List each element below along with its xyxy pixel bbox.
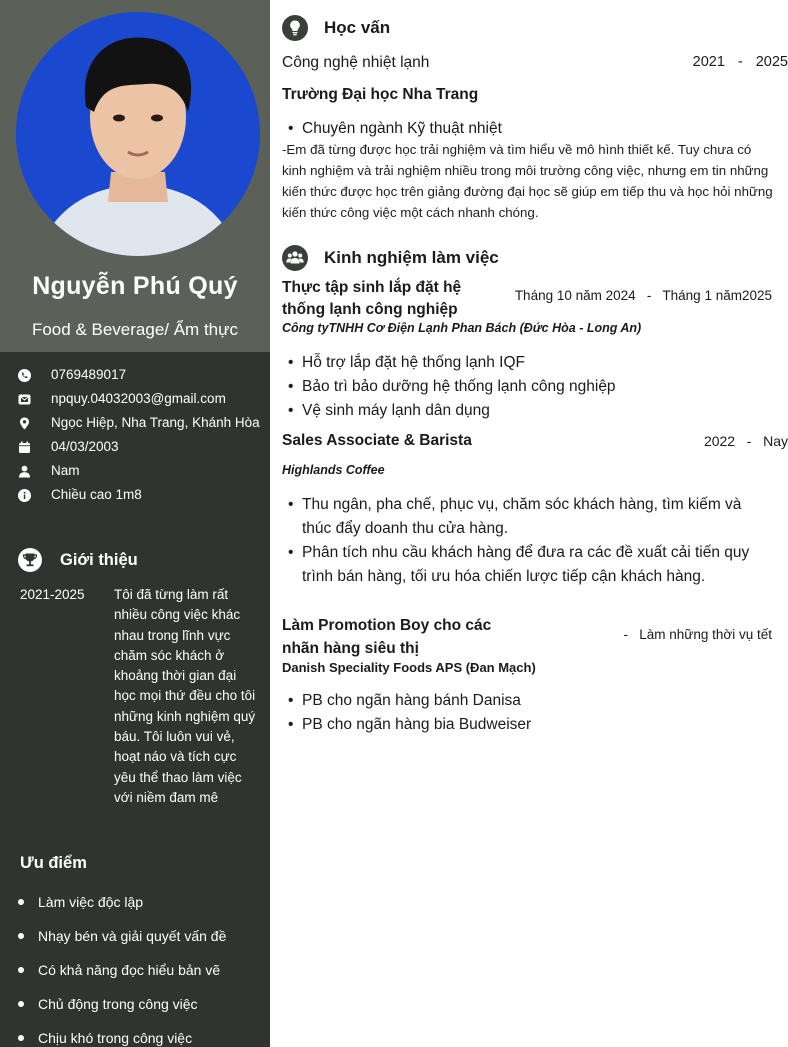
list-item: • Chuyên ngành Kỹ thuật nhiệt (282, 117, 778, 141)
contact-address (18, 414, 264, 432)
education-start: 2021 (692, 54, 725, 70)
job-title: Làm Promotion Boy cho các nhãn hàng siêu thị (282, 617, 492, 657)
contact-phone (18, 366, 264, 384)
job-period: 2022 - Nay (703, 433, 788, 449)
bullet-dot (18, 1035, 24, 1041)
contact-email (18, 390, 264, 408)
strengths-list (18, 885, 266, 1047)
address: Ngọc Hiệp, Nha Trang, Khánh Hòa (51, 415, 260, 430)
contact-height (18, 486, 264, 504)
birthday: 04/03/2003 (51, 439, 119, 454)
education-heading (282, 15, 390, 41)
list-item: Nhạy bén và giải quyết vấn đề (18, 919, 266, 953)
job-title: Thực tập sinh lắp đặt hệ thống lạnh công nghiệp (282, 279, 462, 318)
job-company: Công tyTNHH Cơ Điện Lạnh Phan Bách (Đức Hòa - Long An) (282, 321, 642, 335)
bullet-dot (18, 967, 24, 973)
avatar (16, 12, 260, 256)
experience-title: Kinh nghiệm làm việc (324, 248, 499, 267)
list-item: • PB cho ngãn hàng bánh Danisa (282, 689, 778, 713)
list-item: Chịu khó trong công việc (18, 1021, 266, 1047)
intro-block (20, 585, 260, 808)
info-icon (18, 489, 31, 502)
trophy-icon (18, 548, 42, 572)
strengths-title: Ưu điểm (20, 854, 87, 872)
list-item: • Vệ sinh máy lạnh dân dụng (282, 399, 778, 423)
education-major: Công nghệ nhiệt lạnh (282, 54, 430, 71)
contact-birthday (18, 438, 264, 456)
list-item: • PB cho ngãn hàng bia Budweiser (282, 713, 778, 737)
phone-number: 0769489017 (51, 367, 127, 382)
bullet-dot (18, 899, 24, 905)
job-period: Tháng 10 năm 2024 - Tháng 1 năm2025 (514, 288, 772, 303)
person-icon (18, 465, 31, 478)
full-name: Nguyễn Phú Quý (32, 272, 238, 300)
team-icon (282, 245, 308, 271)
job-role: Food & Beverage/ Ẩm thực (31, 320, 239, 339)
job-title: Sales Associate & Barista (282, 432, 472, 449)
intro-title: Giới thiệu (60, 550, 138, 569)
intro-text: Tôi đã từng làm rất nhiều công việc khác nhau trong lĩnh vực chăm sóc khách ở khoảng thời gian đại học mọi thứ đều cho tôi những kinh nghiệm quý báu. Tôi luôn vui vẻ, hoạt náo và tích cực yêu thể thao làm việc với niềm đam mê (114, 587, 256, 805)
education-sep: - (737, 54, 743, 70)
job-company: Danish Speciality Foods APS (Đan Mạch) (282, 660, 536, 675)
education-end: 2025 (755, 54, 788, 70)
intro-years: 2021-2025 (20, 587, 85, 602)
portrait-image (16, 12, 260, 256)
education-description: -Em đã từng được học trải nghiệm và tìm hiểu về mô hình thiết kế. Tuy chưa có kinh nghiệm và trải nghiệm nhiều trong môi trường công việc, nhưng em tin những kiến thức được học trên giảng đường đại học sẽ giúp em tiếp thu và học hỏi những kiến thức công việc một cách nhanh chóng. (282, 142, 773, 220)
height: Chiều cao 1m8 (51, 487, 142, 502)
contact-list (18, 366, 264, 510)
experience-heading (282, 245, 499, 271)
phone-icon (18, 369, 31, 382)
calendar-icon (18, 441, 31, 454)
job-bullets (282, 493, 772, 589)
list-item: Có khả năng đọc hiểu bản vẽ (18, 953, 266, 987)
lightbulb-icon (282, 15, 308, 41)
email-icon (18, 393, 31, 406)
list-item: Làm việc độc lập (18, 885, 266, 919)
job-bullets (282, 351, 778, 423)
list-item: • Bảo trì bảo dưỡng hệ thống lạnh công nghiệp (282, 375, 778, 399)
education-bullets (282, 117, 778, 141)
gender: Nam (51, 463, 80, 478)
location-icon (18, 417, 31, 430)
bullet-dot (18, 1001, 24, 1007)
contact-gender (18, 462, 264, 480)
job-company: Highlands Coffee (282, 463, 385, 477)
list-item: • Hỗ trợ lắp đặt hệ thống lạnh IQF (282, 351, 778, 375)
job-bullets (282, 689, 778, 737)
sidebar (0, 0, 270, 1047)
email-address: npquy.04032003@gmail.com (51, 391, 226, 406)
list-item: • Phân tích nhu cầu khách hàng để đưa ra các đề xuất cải tiến quy trình bán hàng, tối ưu hóa chiến lược tiếp cận khách hàng. (282, 541, 772, 589)
list-item: • Thu ngân, pha chế, phục vụ, chăm sóc khách hàng, tìm kiếm và thúc đẩy doanh thu cửa hàng. (282, 493, 772, 541)
education-title: Học vấn (324, 18, 391, 37)
school-name: Trường Đại học Nha Trang (282, 86, 479, 103)
bullet-dot (18, 933, 24, 939)
education-period (693, 54, 788, 70)
intro-heading (18, 548, 138, 572)
list-item: Chủ động trong công việc (18, 987, 266, 1021)
job-period: - Làm những thời vụ tết (623, 627, 772, 642)
